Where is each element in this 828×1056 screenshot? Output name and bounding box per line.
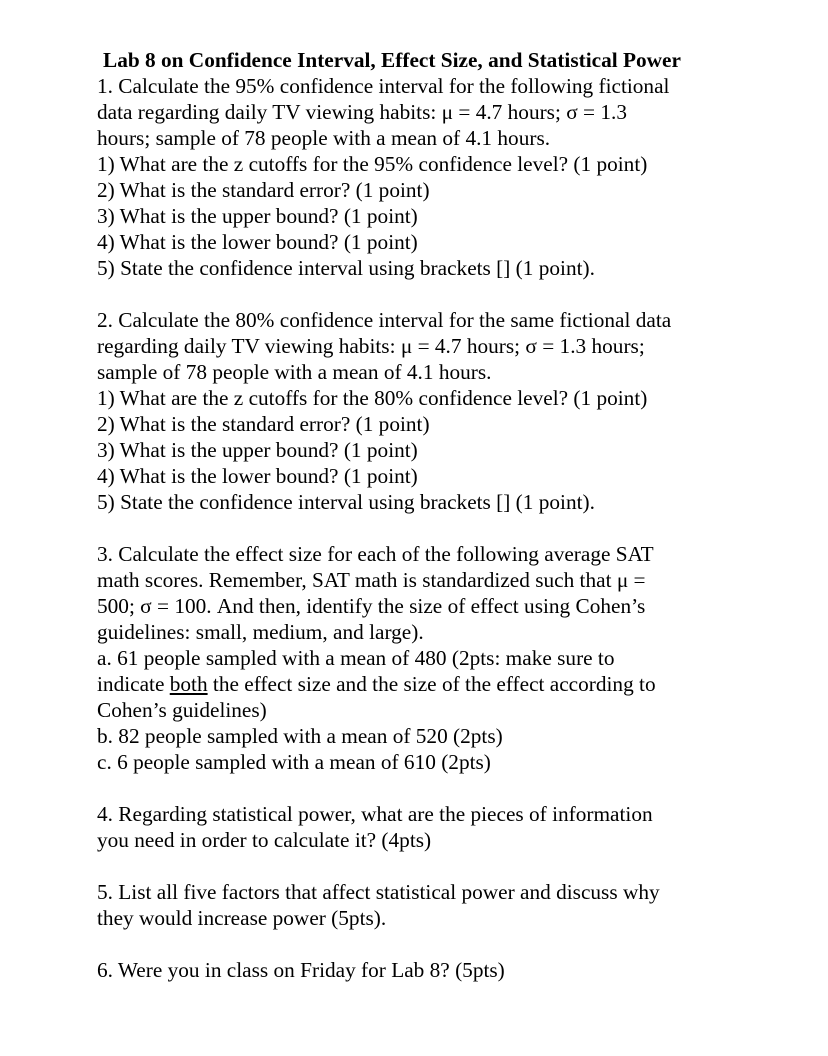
question-4	[97, 801, 737, 853]
spacer	[97, 281, 737, 307]
question-2-sub-5: 5) State the confidence interval using brackets [] (1 point).	[97, 490, 595, 514]
question-3c: c. 6 people sampled with a mean of 610 (2pts)	[97, 750, 491, 774]
question-1-text-line-2: data regarding daily TV viewing habits: μ = 4.7 hours; σ = 1.3	[97, 100, 627, 124]
spacer	[97, 775, 737, 801]
question-1-sub-2: 2) What is the standard error? (1 point)	[97, 178, 430, 202]
spacer	[97, 931, 737, 957]
question-2-sub-4: 4) What is the lower bound? (1 point)	[97, 464, 418, 488]
document-page	[97, 47, 737, 983]
question-6	[97, 957, 737, 983]
question-3	[97, 541, 737, 775]
question-6-text: 6. Were you in class on Friday for Lab 8? (5pts)	[97, 958, 505, 982]
document-title: Lab 8 on Confidence Interval, Effect Size, and Statistical Power	[103, 48, 681, 72]
question-4-text-line-1: 4. Regarding statistical power, what are the pieces of information	[97, 802, 653, 826]
question-3-text-line-1: 3. Calculate the effect size for each of the following average SAT	[97, 542, 654, 566]
question-4-text-line-2: you need in order to calculate it? (4pts)	[97, 828, 432, 852]
underlined-word-both: both	[169, 672, 208, 696]
question-2-sub-2: 2) What is the standard error? (1 point)	[97, 412, 430, 436]
question-1-text-line-1: 1. Calculate the 95% confidence interval for the following fictional	[97, 74, 670, 98]
question-1-sub-5: 5) State the confidence interval using brackets [] (1 point).	[97, 256, 595, 280]
question-1-sub-3: 3) What is the upper bound? (1 point)	[97, 204, 418, 228]
question-3b: b. 82 people sampled with a mean of 520 (2pts)	[97, 724, 503, 748]
question-2	[97, 307, 737, 515]
question-2-sub-3: 3) What is the upper bound? (1 point)	[97, 438, 418, 462]
question-3-text-line-4: guidelines: small, medium, and large).	[97, 620, 424, 644]
question-1-sub-4: 4) What is the lower bound? (1 point)	[97, 230, 418, 254]
question-1-text-line-3: hours; sample of 78 people with a mean of 4.1 hours.	[97, 126, 551, 150]
question-5-text-line-2: they would increase power (5pts).	[97, 906, 387, 930]
question-3a-line-2	[97, 671, 737, 697]
spacer	[97, 515, 737, 541]
question-3a-line-2-end: the effect size and the size of the effect according to	[207, 672, 656, 696]
question-2-text-line-1: 2. Calculate the 80% confidence interval for the same fictional data	[97, 308, 672, 332]
question-2-text-line-3: sample of 78 people with a mean of 4.1 hours.	[97, 360, 492, 384]
question-3a-line-1: a. 61 people sampled with a mean of 480 (2pts: make sure to	[97, 646, 615, 670]
question-3a-line-2-start: indicate	[97, 672, 170, 696]
question-1	[97, 73, 737, 281]
spacer	[97, 853, 737, 879]
question-2-sub-1: 1) What are the z cutoffs for the 80% confidence level? (1 point)	[97, 386, 648, 410]
question-3-text-line-2: math scores. Remember, SAT math is standardized such that μ =	[97, 568, 646, 592]
question-3-text-line-3: 500; σ = 100. And then, identify the size of effect using Cohen’s	[97, 594, 646, 618]
question-1-sub-1: 1) What are the z cutoffs for the 95% confidence level? (1 point)	[97, 152, 648, 176]
question-5-text-line-1: 5. List all five factors that affect statistical power and discuss why	[97, 880, 660, 904]
question-3a-line-3: Cohen’s guidelines)	[97, 698, 267, 722]
question-2-text-line-2: regarding daily TV viewing habits: μ = 4.7 hours; σ = 1.3 hours;	[97, 334, 645, 358]
question-5	[97, 879, 737, 931]
